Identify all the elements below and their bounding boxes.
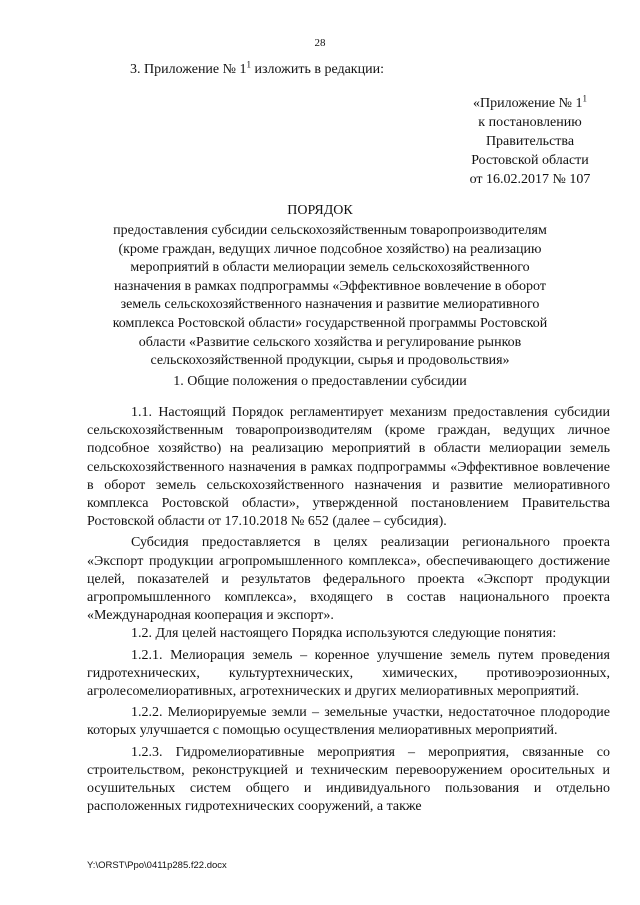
document-title: ПОРЯДОК — [287, 203, 353, 218]
appendix-line-1-sup: 1 — [582, 93, 587, 104]
paragraph-1-2-3: 1.2.3. Гидромелиоративные мероприятия – мероприятия, связанные со строительством, реконструкцией и техническим перевооружением оросительных и осушительных систем общего и индивидуального пользования и отдельно расположенных гидротехнических сооружений, а также — [87, 744, 610, 815]
paragraph-subsidy-purpose: Субсидия предоставляется в целях реализации регионального проекта «Экспорт продукции агропромышленного комплекса», обеспечивающего достижение целей, показателей и результатов федерального проекта «Экспорт продукции агропромышленного комплекса», входящего в состав национального проекта «Международная кооперация и экспорт». — [87, 535, 610, 624]
amendment-item — [130, 59, 384, 78]
paragraph-1-2-2: 1.2.2. Мелиорируемые земли – земельные участки, недостаточное плодородие которых улучшается с помощью осуществления мелиоративных мероприятий. — [87, 705, 610, 739]
amendment-item-sup: 1 — [246, 59, 251, 70]
appendix-line-5: от 16.02.2017 № 107 — [469, 172, 591, 187]
document-subtitle: предоставления субсидии сельскохозяйственным товаропроизводителям (кроме граждан, ведущих личное подсобное хозяйство) на реализацию мероприятий в области мелиорации земель сельскохозяйственного назначения в рамках подпрограммы «Эффективное вовлечение в оборот земель сельскохозяйственного назначения и развитие мелиоративного комплекса Ростовской области» государственной программы Ростовской области «Развитие сельского хозяйства и регулирование рынков сельскохозяйственной продукции, сырья и продовольствия» — [112, 223, 548, 369]
amendment-item-text: 3. Приложение № 1 — [130, 62, 247, 77]
file-path-footer: Y:\ORST\Ppo\0411p285.f22.docx — [87, 860, 227, 871]
document-body — [87, 404, 610, 816]
page-number: 28 — [314, 37, 326, 49]
section-heading: 1. Общие положения о предоставлении субсидии — [173, 374, 467, 389]
appendix-header — [445, 94, 615, 189]
appendix-line-3: Правительства — [485, 134, 575, 149]
appendix-line-4: Ростовской области — [471, 153, 589, 168]
appendix-line-1 — [445, 94, 615, 113]
paragraph-1-2: 1.2. Для целей настоящего Порядка используются следующие понятия: — [131, 626, 557, 642]
paragraph-1-2-1: 1.2.1. Мелиорация земель – коренное улучшение земель путем проведения гидротехнических, культуртехнических, химических, противоэрозионных, агролесомелиоративных, агротехнических и других мелиоративных мероприятий. — [87, 647, 610, 700]
appendix-line-1-text: «Приложение № 1 — [473, 96, 583, 111]
paragraph-1-1: 1.1. Настоящий Порядок регламентирует механизм предоставления субсидии сельскохозяйственным товаропроизводителям (кроме граждан, ведущих личное подсобное хозяйство) на реализацию мероприятий в области мелиорации земель сельскохозяйственного назначения в рамках подпрограммы «Эффективное вовлечение в оборот земель сельскохозяйственного назначения и развитие мелиоративного комплекса Ростовской области», утвержденной постановлением Правительства Ростовской области от 17.10.2018 № 652 (далее – субсидия). — [87, 405, 610, 530]
appendix-line-2: к постановлению — [478, 115, 582, 130]
amendment-item-rest: изложить в редакции: — [251, 62, 384, 77]
